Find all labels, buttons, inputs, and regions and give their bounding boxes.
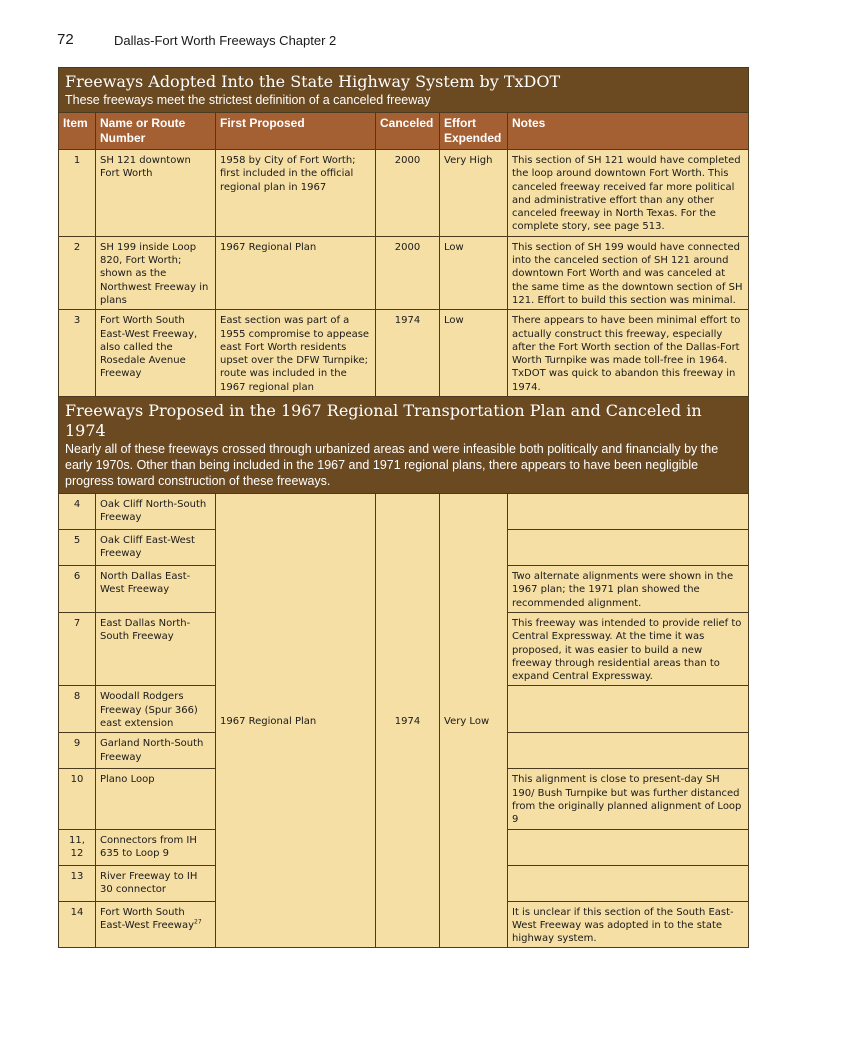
item-number: 1 bbox=[59, 150, 96, 237]
section-subtitle: Nearly all of these freeways crossed through urbanized areas and were infeasible both politically and financially by the early 1970s. Other than being included in the 1967 and 1971 regional plans, there appears to have been negligible progress toward construction of these freeways. bbox=[65, 442, 719, 489]
section-header-proposed bbox=[59, 397, 749, 494]
notes: There appears to have been minimal effort to actually construct this freeway, especially after the Fort Worth section of the Dallas-Fort Worth Turnpike was made toll-free in 1964. TxDOT was quick to abandon this freeway in 1974. bbox=[508, 310, 749, 397]
route-name: Connectors from IH 635 to Loop 9 bbox=[96, 829, 216, 865]
column-header-row bbox=[59, 113, 749, 150]
item-number: 11, 12 bbox=[59, 829, 96, 865]
running-title: Dallas-Fort Worth Freeways Chapter 2 bbox=[114, 33, 337, 48]
section-subtitle: These freeways meet the strictest definition of a canceled freeway bbox=[65, 93, 431, 107]
col-header-item: Item bbox=[59, 113, 96, 150]
route-name: Woodall Rodgers Freeway (Spur 366) east extension bbox=[96, 686, 216, 733]
item-number: 5 bbox=[59, 530, 96, 566]
first-proposed: 1958 by City of Fort Worth; first included in the official regional plan in 1967 bbox=[216, 150, 376, 237]
table-row bbox=[59, 150, 749, 237]
item-number: 9 bbox=[59, 733, 96, 769]
notes bbox=[508, 494, 749, 530]
route-name: Garland North-South Freeway bbox=[96, 733, 216, 769]
section-header-adopted bbox=[59, 68, 749, 113]
route-name: Oak Cliff North-South Freeway bbox=[96, 494, 216, 530]
section-title: Freeways Adopted Into the State Highway System by TxDOT bbox=[65, 72, 561, 91]
notes bbox=[508, 733, 749, 769]
notes bbox=[508, 829, 749, 865]
notes bbox=[508, 530, 749, 566]
route-name: River Freeway to IH 30 connector bbox=[96, 865, 216, 901]
notes: This section of SH 199 would have connected into the canceled section of SH 121 around downtown Fort Worth and was canceled at the same time as the downtown section of SH 121. Effort to build this section was minimal. bbox=[508, 236, 749, 309]
route-name: SH 199 inside Loop 820, Fort Worth; shown as the Northwest Freeway in plans bbox=[96, 236, 216, 309]
route-name: North Dallas East-West Freeway bbox=[96, 566, 216, 613]
table-row bbox=[59, 310, 749, 397]
item-number: 8 bbox=[59, 686, 96, 733]
notes: Two alternate alignments were shown in the 1967 plan; the 1971 plan showed the recommended alignment. bbox=[508, 566, 749, 613]
footnote-marker: 27 bbox=[194, 918, 202, 926]
page-header bbox=[57, 31, 337, 48]
route-name: Fort Worth South East-West Freeway bbox=[100, 906, 194, 931]
route-name: Oak Cliff East-West Freeway bbox=[96, 530, 216, 566]
canceled-freeways-table bbox=[58, 67, 749, 948]
effort-expended: Low bbox=[440, 236, 508, 309]
notes bbox=[508, 865, 749, 901]
canceled-year: 2000 bbox=[376, 150, 440, 237]
item-number: 10 bbox=[59, 769, 96, 829]
route-name: East Dallas North-South Freeway bbox=[96, 612, 216, 685]
notes: It is unclear if this section of the South East-West Freeway was adopted in to the state highway system. bbox=[508, 901, 749, 948]
col-header-notes: Notes bbox=[508, 113, 749, 150]
notes bbox=[508, 686, 749, 733]
canceled-year-shared: 1974 bbox=[376, 494, 440, 948]
first-proposed-shared: 1967 Regional Plan bbox=[216, 494, 376, 948]
first-proposed: 1967 Regional Plan bbox=[216, 236, 376, 309]
effort-expended: Low bbox=[440, 310, 508, 397]
item-number: 3 bbox=[59, 310, 96, 397]
first-proposed: East section was part of a 1955 compromise to appease east Fort Worth residents upset over the DFW Turnpike; route was included in the 1967 regional plan bbox=[216, 310, 376, 397]
notes: This alignment is close to present-day SH 190/ Bush Turnpike but was further distanced from the originally planned alignment of Loop 9 bbox=[508, 769, 749, 829]
table-row bbox=[59, 236, 749, 309]
item-number: 14 bbox=[59, 901, 96, 948]
table-row bbox=[59, 494, 749, 530]
notes: This section of SH 121 would have completed the loop around downtown Fort Worth. This canceled freeway received far more political and administrative effort than any other canceled freeway in North Texas. For the complete story, see page 513. bbox=[508, 150, 749, 237]
item-number: 6 bbox=[59, 566, 96, 613]
col-header-name: Name or Route Number bbox=[96, 113, 216, 150]
route-name: SH 121 downtown Fort Worth bbox=[96, 150, 216, 237]
route-name: Plano Loop bbox=[96, 769, 216, 829]
page-number: 72 bbox=[57, 31, 74, 48]
route-name-cell bbox=[96, 901, 216, 948]
route-name: Fort Worth South East-West Freeway, also called the Rosedale Avenue Freeway bbox=[96, 310, 216, 397]
effort-expended-shared: Very Low bbox=[440, 494, 508, 948]
notes: This freeway was intended to provide relief to Central Expressway. At the time it was proposed, it was easier to build a new freeway through residential areas than to expand Central Expressway. bbox=[508, 612, 749, 685]
canceled-year: 1974 bbox=[376, 310, 440, 397]
item-number: 2 bbox=[59, 236, 96, 309]
col-header-first-proposed: First Proposed bbox=[216, 113, 376, 150]
col-header-canceled: Canceled bbox=[376, 113, 440, 150]
canceled-year: 2000 bbox=[376, 236, 440, 309]
col-header-effort: Effort Expended bbox=[440, 113, 508, 150]
item-number: 4 bbox=[59, 494, 96, 530]
item-number: 13 bbox=[59, 865, 96, 901]
section-title: Freeways Proposed in the 1967 Regional Transportation Plan and Canceled in 1974 bbox=[65, 401, 702, 441]
item-number: 7 bbox=[59, 612, 96, 685]
effort-expended: Very High bbox=[440, 150, 508, 237]
